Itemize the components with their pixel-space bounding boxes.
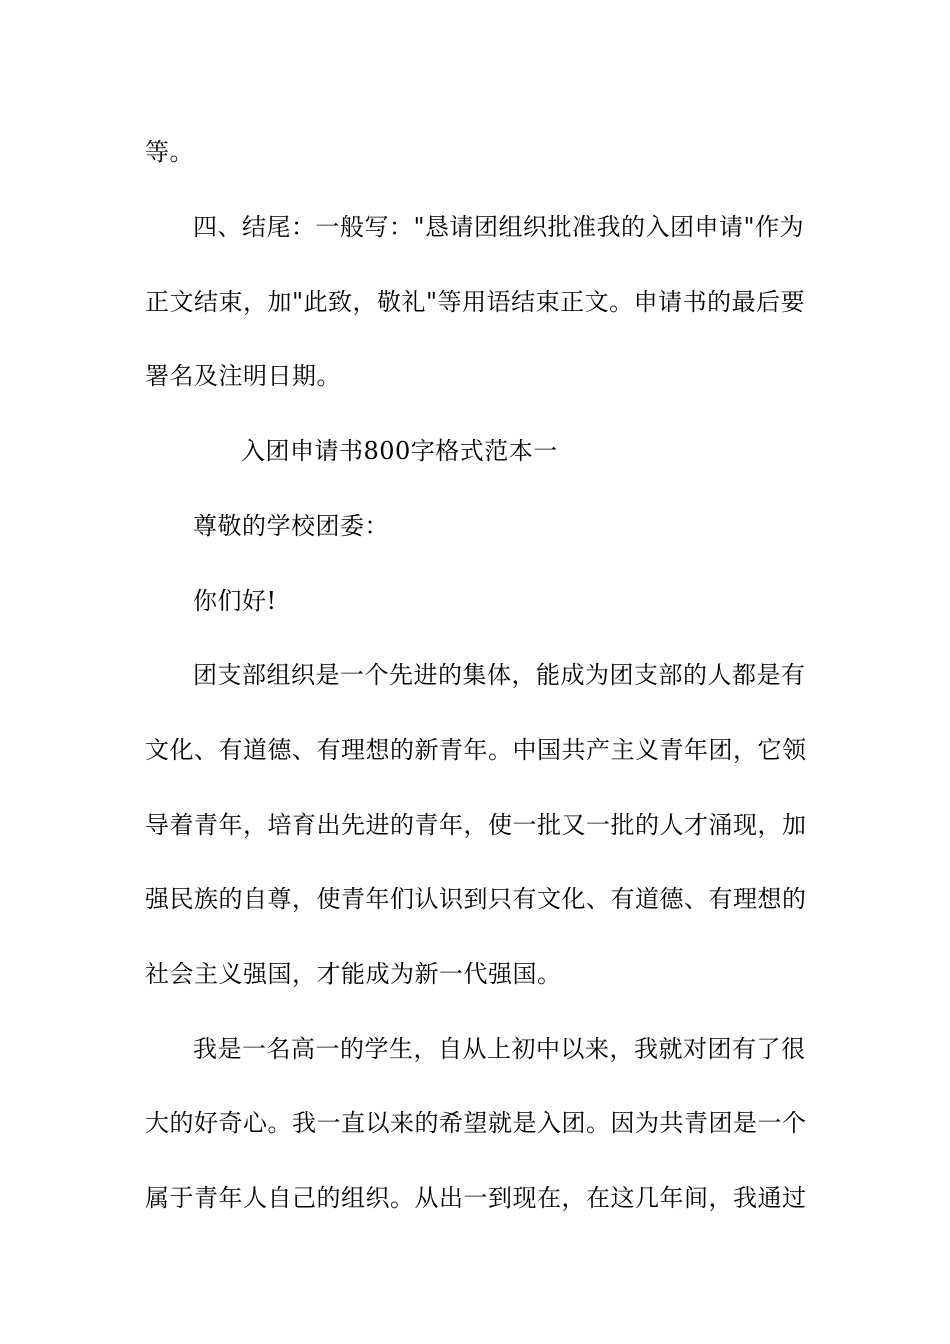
text-line: 署名及注明日期。 — [145, 362, 341, 390]
text-line: 大的好奇心。我一直以来的希望就是入团。因为共青团是一个 — [145, 1109, 807, 1137]
text-line: 正文结束，加"此致，敬礼"等用语结束正文。申请书的最后要 — [145, 288, 806, 316]
text-line: 属于青年人自己的组织。从出一到现在，在这几年间，我通过 — [145, 1184, 807, 1212]
text-line: 导着青年，培育出先进的青年，使一批又一批的人才涌现，加 — [145, 811, 807, 839]
text-line: 四、结尾：一般写："恳请团组织批准我的入团申请"作为 — [193, 213, 805, 241]
text-line: 我是一名高一的学生，自从上初中以来，我就对团有了很 — [193, 1035, 806, 1063]
text-line: 社会主义强国，才能成为新一代强国。 — [145, 960, 562, 988]
greeting: 你们好! — [193, 587, 277, 615]
text-line: 强民族的自尊，使青年们认识到只有文化、有道德、有理想的 — [145, 885, 807, 913]
text-line: 等。 — [145, 138, 194, 166]
text-line: 文化、有道德、有理想的新青年。中国共产主义青年团，它领 — [145, 736, 807, 764]
salutation: 尊敬的学校团委： — [193, 512, 389, 540]
text-line: 团支部组织是一个先进的集体，能成为团支部的人都是有 — [193, 661, 806, 689]
section-title: 入团申请书800字格式范本一 — [241, 437, 558, 465]
